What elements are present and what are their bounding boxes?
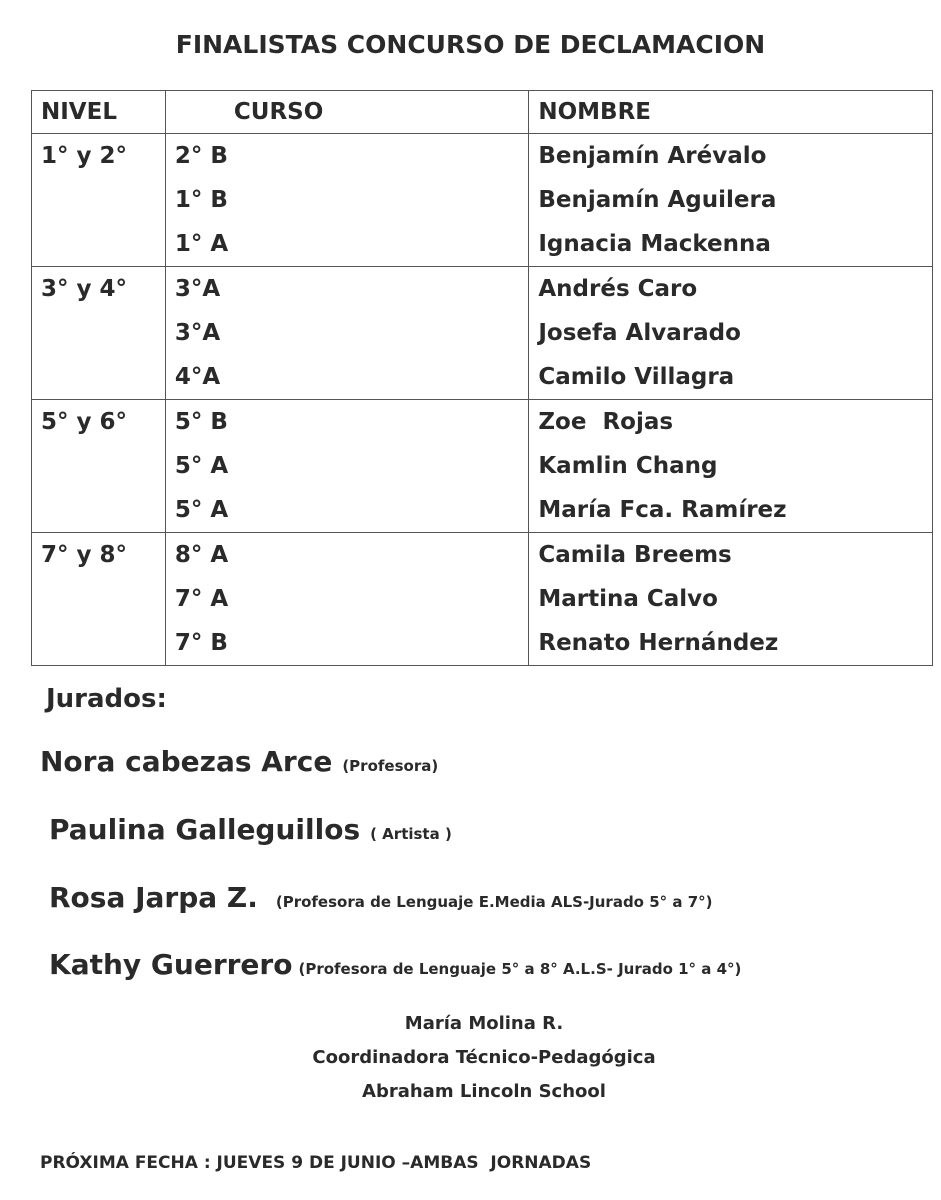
nombre-cell: Kamlin Chang — [529, 444, 933, 488]
curso-cell: 5° B — [165, 400, 528, 445]
curso-cell: 4°A — [165, 355, 528, 400]
nivel-cell-empty — [32, 621, 166, 666]
curso-cell: 8° A — [165, 533, 528, 578]
nombre-cell: Josefa Alvarado — [529, 311, 933, 355]
nivel-cell: 1° y 2° — [32, 134, 166, 179]
table-row — [32, 488, 933, 533]
table-row — [32, 178, 933, 222]
jurados-heading: Jurados: — [46, 684, 167, 714]
finalists-table — [31, 90, 933, 666]
nivel-cell-empty — [32, 444, 166, 488]
nombre-cell: Andrés Caro — [529, 267, 933, 312]
nivel-cell: 5° y 6° — [32, 400, 166, 445]
header-curso: CURSO — [165, 91, 528, 134]
nivel-cell-empty — [32, 488, 166, 533]
jurado-name: Nora cabezas Arce — [40, 745, 333, 778]
nivel-cell-empty — [32, 311, 166, 355]
signature-name: María Molina R. — [404, 1013, 564, 1034]
jurado-name: Paulina Galleguillos — [49, 813, 361, 846]
nivel-cell: 7° y 8° — [32, 533, 166, 578]
table-row — [32, 444, 933, 488]
jurado-entry — [49, 813, 452, 846]
curso-cell: 2° B — [165, 134, 528, 179]
nombre-cell: Martina Calvo — [529, 577, 933, 621]
nombre-cell: María Fca. Ramírez — [529, 488, 933, 533]
curso-cell: 5° A — [165, 444, 528, 488]
curso-cell: 3°A — [165, 311, 528, 355]
nombre-cell: Benjamín Arévalo — [529, 134, 933, 179]
curso-cell: 1° A — [165, 222, 528, 267]
jurado-entry — [49, 948, 741, 981]
nombre-cell: Benjamín Aguilera — [529, 178, 933, 222]
nivel-cell-empty — [32, 577, 166, 621]
nivel-cell: 3° y 4° — [32, 267, 166, 312]
nombre-cell: Camilo Villagra — [529, 355, 933, 400]
table-row — [32, 621, 933, 666]
jurado-role: (Profesora de Lenguaje E.Media ALS-Jurado 5° a 7°) — [275, 893, 713, 911]
table-row — [32, 355, 933, 400]
jurado-role: ( Artista ) — [370, 825, 452, 843]
jurado-entry — [49, 881, 713, 914]
curso-cell: 7° B — [165, 621, 528, 666]
header-nombre: NOMBRE — [529, 91, 933, 134]
document-title: FINALISTAS CONCURSO DE DECLAMACION — [175, 30, 766, 59]
nivel-cell-empty — [32, 222, 166, 267]
curso-cell: 3°A — [165, 267, 528, 312]
jurado-name: Rosa Jarpa Z. — [49, 881, 258, 914]
jurado-role: (Profesora de Lenguaje 5° a 8° A.L.S- Jurado 1° a 4°) — [298, 960, 742, 978]
table-header-row — [32, 91, 933, 134]
jurado-name: Kathy Guerrero — [49, 948, 293, 981]
curso-cell: 1° B — [165, 178, 528, 222]
table-row — [32, 134, 933, 179]
jurado-entry — [40, 745, 438, 778]
nombre-cell: Camila Breems — [529, 533, 933, 578]
nivel-cell-empty — [32, 355, 166, 400]
header-nivel: NIVEL — [32, 91, 166, 134]
nivel-cell-empty — [32, 178, 166, 222]
table-row — [32, 577, 933, 621]
signature-position: Coordinadora Técnico-Pedagógica — [312, 1047, 656, 1068]
signature-school: Abraham Lincoln School — [362, 1081, 606, 1102]
table-row — [32, 267, 933, 312]
table-row — [32, 311, 933, 355]
jurado-role: (Profesora) — [342, 757, 439, 775]
nombre-cell: Renato Hernández — [529, 621, 933, 666]
curso-cell: 5° A — [165, 488, 528, 533]
curso-cell: 7° A — [165, 577, 528, 621]
nombre-cell: Ignacia Mackenna — [529, 222, 933, 267]
table-row — [32, 533, 933, 578]
nombre-cell: Zoe Rojas — [529, 400, 933, 445]
next-date-notice: PRÓXIMA FECHA : JUEVES 9 DE JUNIO –AMBAS JORNADAS — [40, 1153, 592, 1173]
table-row — [32, 222, 933, 267]
table-row — [32, 400, 933, 445]
